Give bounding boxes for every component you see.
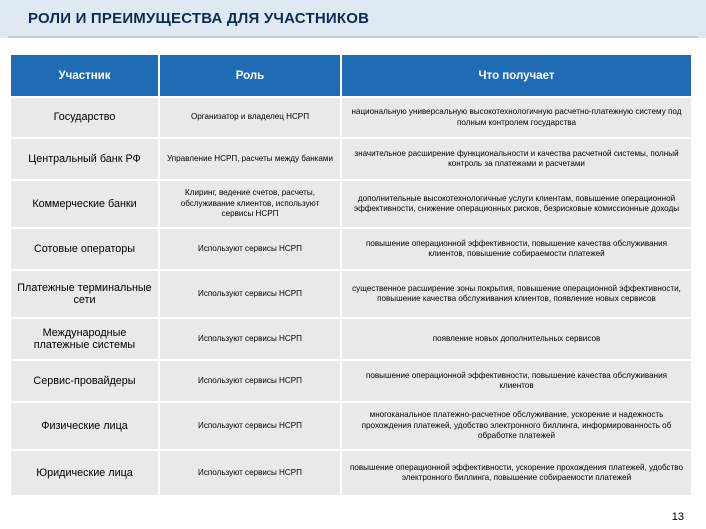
table-row: [11, 403, 691, 449]
benefits-cell: повышение операционной эффективности, ускорение прохождения платежей, удобство электронного биллинга, повышение собираемости платежей: [342, 451, 691, 495]
title-divider: [8, 36, 698, 38]
role-cell: Клиринг, ведение счетов, расчеты, обслуживание клиентов, используют сервисы НСРП: [160, 181, 340, 227]
header-participant: Участник: [11, 55, 158, 96]
participant-cell: Сотовые операторы: [11, 229, 158, 269]
table-header-row: [11, 55, 691, 96]
role-cell: Используют сервисы НСРП: [160, 361, 340, 401]
role-cell: Используют сервисы НСРП: [160, 319, 340, 359]
table-row: [11, 451, 691, 495]
table-row: [11, 319, 691, 359]
header-benefits: Что получает: [342, 55, 691, 96]
role-cell: Используют сервисы НСРП: [160, 451, 340, 495]
participant-cell: Коммерческие банки: [11, 181, 158, 227]
participant-cell: Центральный банк РФ: [11, 139, 158, 179]
table-row: [11, 98, 691, 137]
table-row: [11, 229, 691, 269]
participant-cell: Сервис-провайдеры: [11, 361, 158, 401]
role-cell: Организатор и владелец НСРП: [160, 98, 340, 137]
role-cell: Используют сервисы НСРП: [160, 403, 340, 449]
benefits-cell: значительное расширение функциональности и качества расчетной системы, полный контроль за платежами и расчетами: [342, 139, 691, 179]
roles-table-container: [9, 53, 691, 497]
table-row: [11, 181, 691, 227]
benefits-cell: существенное расширение зоны покрытия, повышение операционной эффективности, повышение качества обслуживания клиентов, появление новых сервисов: [342, 271, 691, 317]
benefits-cell: повышение операционной эффективности, повышение качества обслуживания клиентов: [342, 361, 691, 401]
benefits-cell: дополнительные высокотехнологичные услуги клиентам, повышение операционной эффективности, снижение операционных рисков, безрисковые комиссионные доходы: [342, 181, 691, 227]
benefits-cell: многоканальное платежно-расчетное обслуживание, ускорение и надежность прохождения платежей, удобство электронного биллинга, информированность об обработке платежей: [342, 403, 691, 449]
benefits-cell: повышение операционной эффективности, повышение качества обслуживания клиентов, повышение собираемости платежей: [342, 229, 691, 269]
participant-cell: Юридические лица: [11, 451, 158, 495]
table-row: [11, 361, 691, 401]
page-title: РОЛИ И ПРЕИМУЩЕСТВА ДЛЯ УЧАСТНИКОВ: [28, 10, 370, 27]
benefits-cell: появление новых дополнительных сервисов: [342, 319, 691, 359]
page-number: 13: [671, 511, 684, 523]
participant-cell: Государство: [11, 98, 158, 137]
table-row: [11, 139, 691, 179]
benefits-cell: национальную универсальную высокотехнологичную расчетно-платежную систему под полным контролем государства: [342, 98, 691, 137]
roles-table: [9, 53, 693, 497]
role-cell: Управление НСРП, расчеты между банками: [160, 139, 340, 179]
participant-cell: Международные платежные системы: [11, 319, 158, 359]
role-cell: Используют сервисы НСРП: [160, 271, 340, 317]
header-role: Роль: [160, 55, 340, 96]
participant-cell: Физические лица: [11, 403, 158, 449]
table-row: [11, 271, 691, 317]
participant-cell: Платежные терминальные сети: [11, 271, 158, 317]
role-cell: Используют сервисы НСРП: [160, 229, 340, 269]
